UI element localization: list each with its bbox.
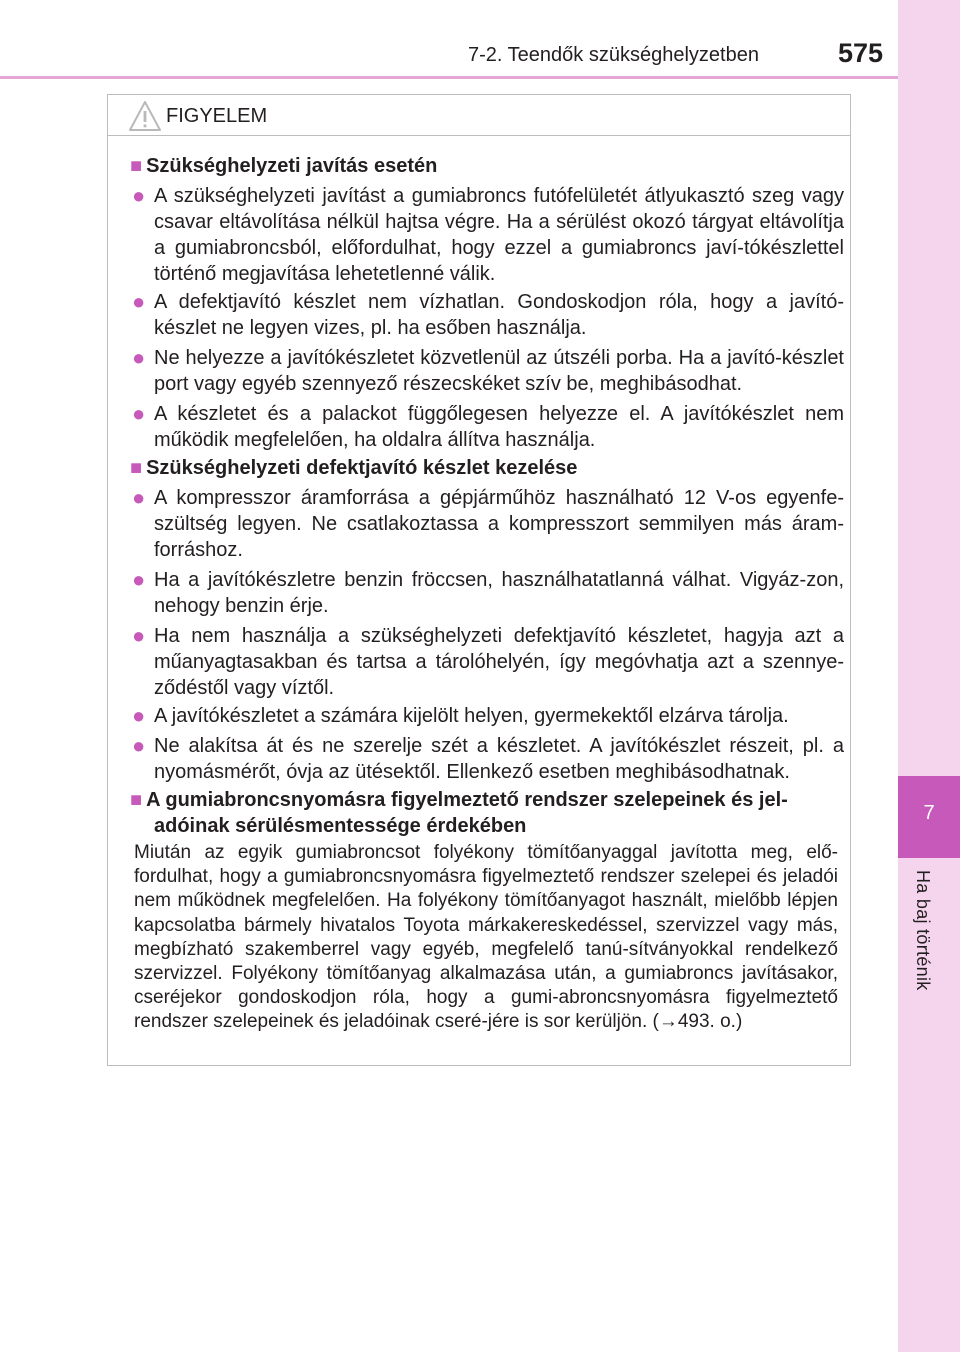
bullet-icon: ● bbox=[132, 623, 146, 648]
section-title bbox=[130, 787, 846, 839]
bullet-icon: ● bbox=[132, 401, 146, 426]
list-item: ● Ha nem használja a szükséghelyzeti defektjavító készletet, hagyja azt a műanyagtasakban és tartsa a tárolóhelyén, így megóvhatja azt a szennye-ződéstől vagy víztől. bbox=[132, 623, 844, 699]
section-title-text: Szükséghelyzeti defektjavító készlet kezelése bbox=[146, 457, 578, 479]
chapter-tab bbox=[898, 776, 960, 858]
header-divider bbox=[0, 76, 898, 79]
list-item: ● A készletet és a palackot függőlegesen helyezze el. A javítókészlet nem működik megfelelően, ha oldalra állítva használja. bbox=[132, 401, 844, 451]
bullet-icon: ● bbox=[132, 289, 146, 314]
bullet-icon: ● bbox=[132, 703, 146, 728]
section-title bbox=[130, 455, 846, 481]
chapter-number: 7 bbox=[923, 802, 935, 824]
list-item: ● A szükséghelyzeti javítást a gumiabroncs futófelületét átlyukasztó szeg vagy csavar eltávolítása nélkül hajtsa végre. Ha a sérülést okozó tárgyat eltávolítja a gumiabroncsból, előfordulhat, hogy ezzel a gumiabroncs javí-tókészlettel történő megjavítása lehetetlenné válik. bbox=[132, 183, 844, 285]
section-header: 7-2. Teendők szükséghelyzetben bbox=[468, 44, 759, 66]
list-item: ● Ha a javítókészletre benzin fröccsen, használhatatlanná válhat. Vigyáz-zon, nehogy benzin érje. bbox=[132, 567, 844, 617]
list-item: ● Ne helyezze a javítókészletet közvetlenül az útszéli porba. Ha a javító-készlet port vagy egyéb szennyező részecskéket szív be, meghibásodhat. bbox=[132, 345, 844, 395]
list-item: ● A defektjavító készlet nem vízhatlan. Gondoskodjon róla, hogy a javító-készlet ne legyen vizes, pl. ha esőben használja. bbox=[132, 289, 844, 339]
warning-triangle-icon bbox=[128, 100, 162, 132]
section-title-text: Szükséghelyzeti javítás esetén bbox=[146, 155, 438, 177]
bullet-icon: ● bbox=[132, 345, 146, 370]
square-bullet-icon: ■ bbox=[130, 457, 143, 479]
bullet-icon: ● bbox=[132, 733, 146, 758]
square-bullet-icon: ■ bbox=[130, 789, 143, 811]
bullet-icon: ● bbox=[132, 183, 146, 208]
section-title-line2: adóinak sérülésmentessége érdekében bbox=[154, 815, 527, 837]
square-bullet-icon: ■ bbox=[130, 155, 143, 177]
chapter-title: Ha baj történik bbox=[913, 870, 933, 991]
sidebar-band-top bbox=[898, 0, 960, 776]
list-item: ● A kompresszor áramforrása a gépjárműhöz használható 12 V-os egyenfe-szültség legyen. Ne csatlakoztassa a kompresszort semmilyen más áram-forráshoz. bbox=[132, 485, 844, 561]
bullet-icon: ● bbox=[132, 485, 146, 510]
warning-box bbox=[107, 94, 851, 1066]
page-number: 575 bbox=[838, 38, 884, 68]
list-item: ● A javítókészletet a számára kijelölt helyen, gyermekektől elzárva tárolja. bbox=[132, 703, 789, 728]
list-item: ● Ne alakítsa át és ne szerelje szét a készletet. A javítókészlet részeit, pl. a nyomásmérőt, óvja az ütésektől. Ellenkező esetben meghibásodhatnak. bbox=[132, 733, 844, 783]
section-title-line1: A gumiabroncsnyomásra figyelmeztető rendszer szelepeinek és jel- bbox=[146, 789, 788, 811]
section-title bbox=[130, 153, 846, 179]
warning-title: FIGYELEM bbox=[166, 105, 268, 127]
warning-header bbox=[108, 95, 850, 136]
bullet-icon: ● bbox=[132, 567, 146, 592]
section-paragraph: Miután az egyik gumiabroncsot folyékony tömítőanyaggal javította meg, elő-fordulhat, hogy a gumiabroncsnyomásra figyelmeztető rendszer szelepei és jeladói nem működnek megfelelően. Ha folyékony tömítőanyagot használt, mielőbb lépjen kapcsolatba bármely hivatalos Toyota márkakereskedéssel, szervizzel vagy más, megbízható szakemberrel vagy egyéb, megfelelő tanú-sítványokkal rendelkező szervizzel. Folyékony tömítőanyag alkalmazása után, a gumiabroncs javításakor, cseréjekor gondoskodjon róla, hogy a gumi-abroncsnyomásra figyelmeztető rendszer szelepeinek és jeladóinak cseré-jére is sor kerüljön. (→493. o.) bbox=[134, 842, 838, 1033]
